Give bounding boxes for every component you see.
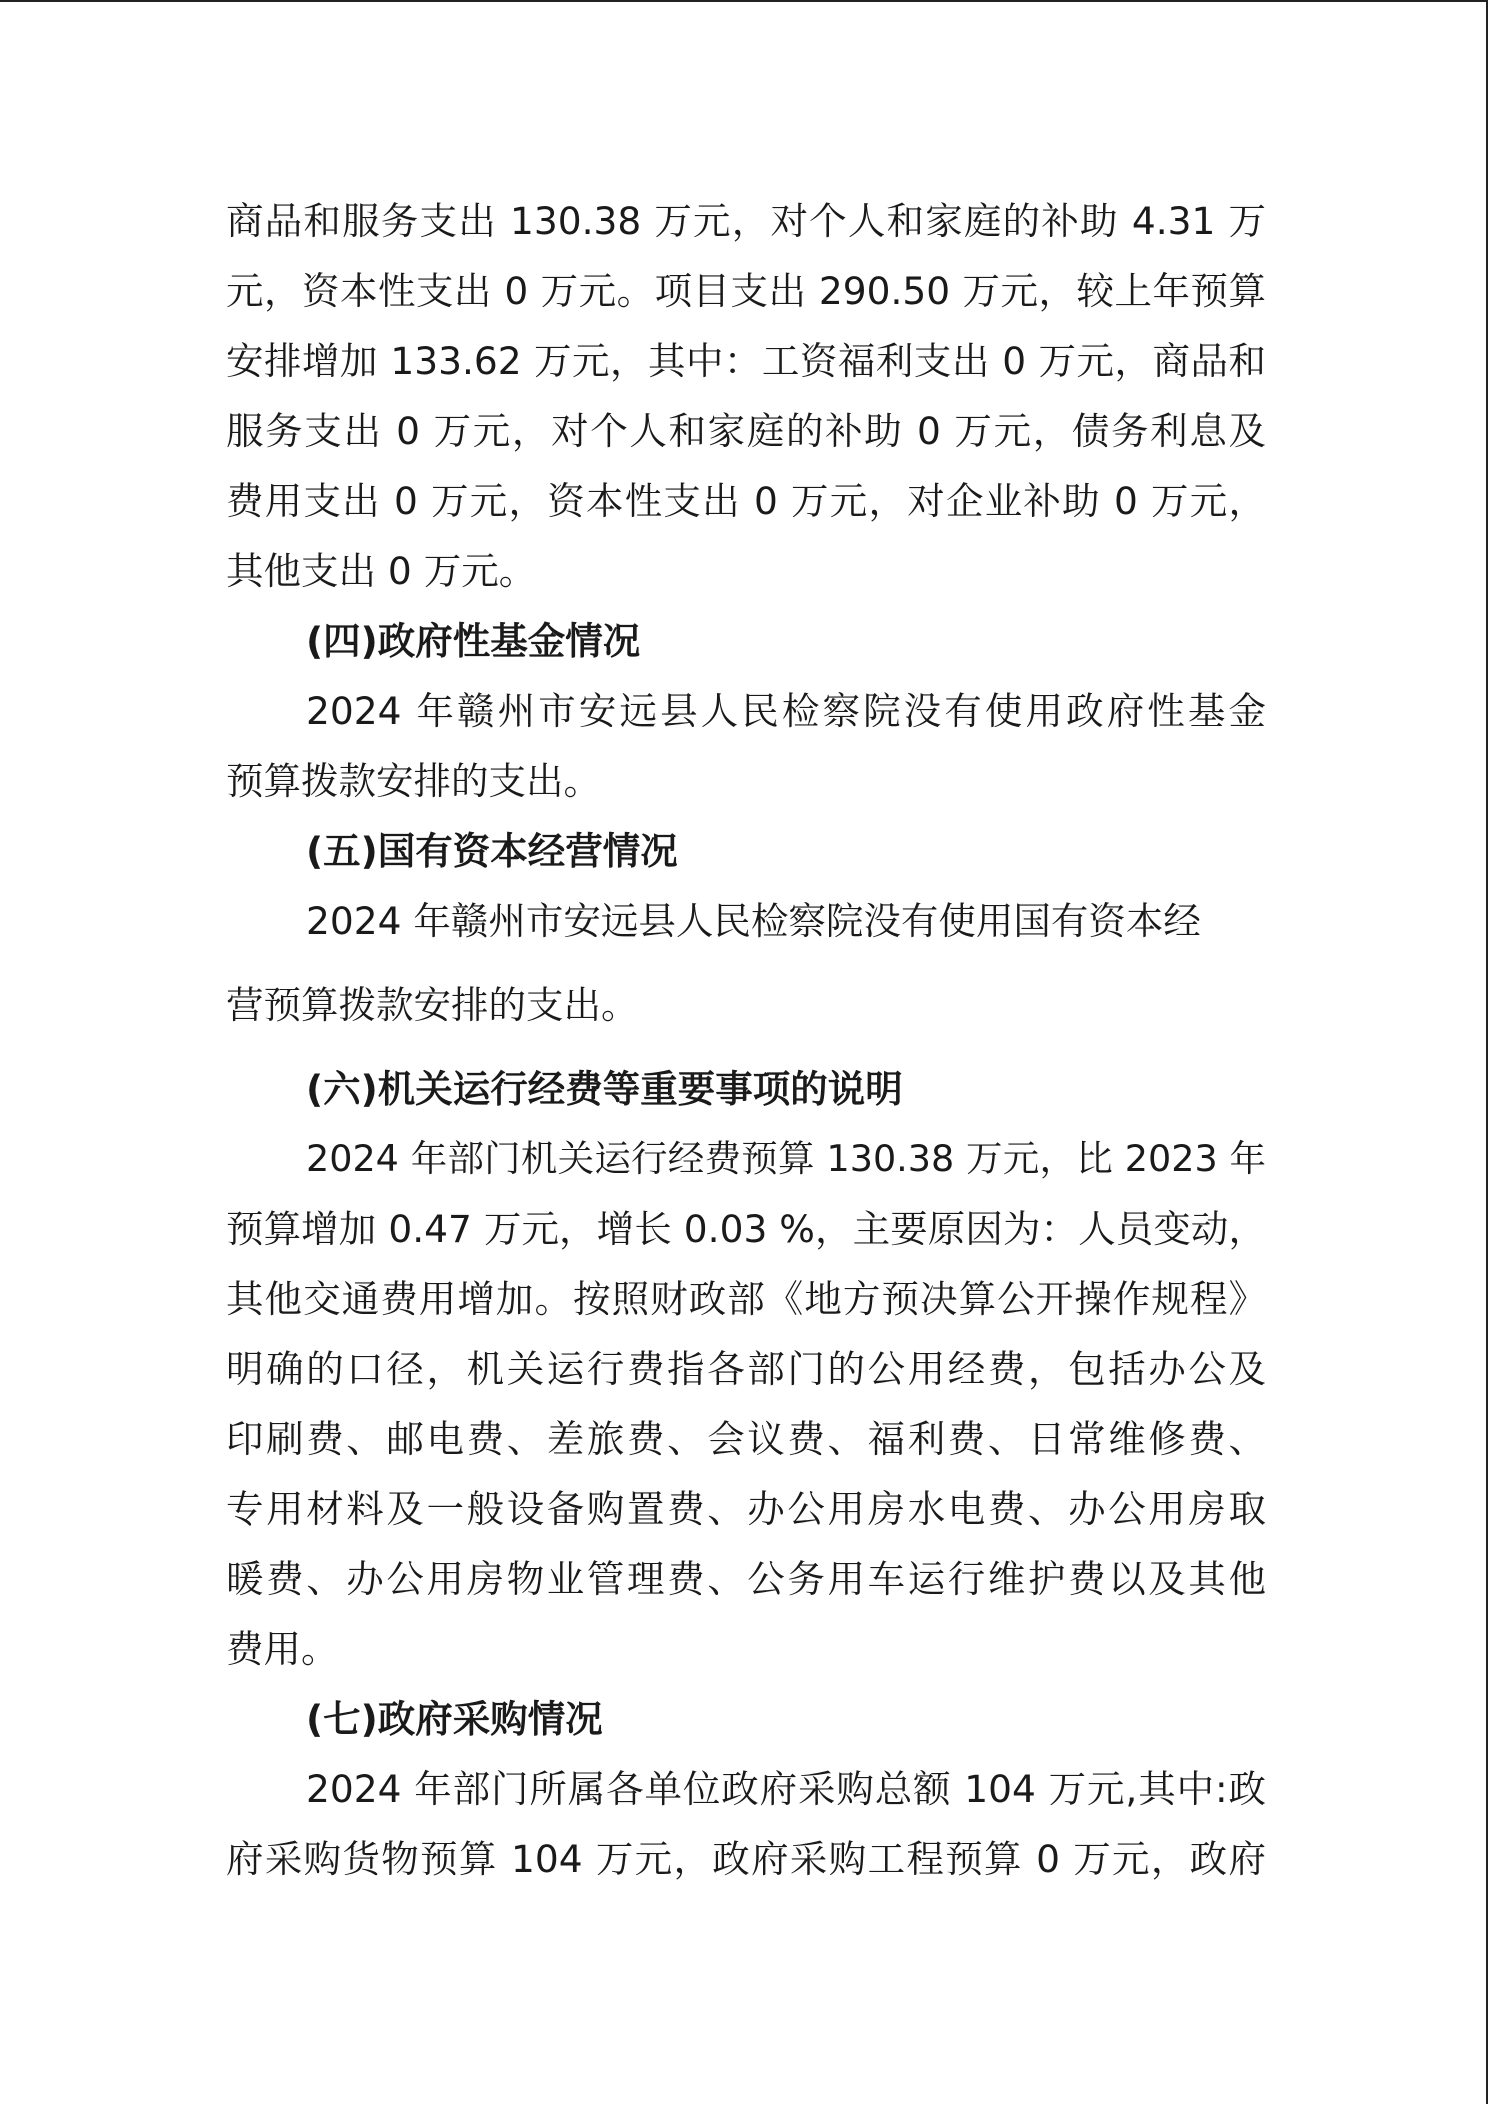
body-text-line: 暖费、办公用房物业管理费、公务用车运行维护费以及其他 bbox=[226, 1557, 1266, 1601]
body-text-line: 印刷费、邮电费、差旅费、会议费、福利费、日常维修费、 bbox=[226, 1417, 1266, 1461]
document-body bbox=[226, 186, 1266, 1894]
body-text-line: 商品和服务支出 130.38 万元，对个人和家庭的补助 4.31 万 bbox=[226, 199, 1266, 243]
body-text-line: 2024 年赣州市安远县人民检察院没有使用国有资本经 bbox=[306, 899, 1201, 943]
body-text-line: 营预算拨款安排的支出。 bbox=[226, 983, 639, 1027]
body-text-line: 2024 年部门机关运行经费预算 130.38 万元，比 2023 年 bbox=[306, 1137, 1266, 1180]
body-text-line: 专用材料及一般设备购置费、办公用房水电费、办公用房取 bbox=[226, 1487, 1266, 1531]
section-heading: (五)国有资本经营情况 bbox=[306, 829, 678, 873]
body-text-line: 费用。 bbox=[226, 1627, 339, 1671]
body-text-line: 元，资本性支出 0 万元。项目支出 290.50 万元，较上年预算 bbox=[226, 269, 1266, 313]
body-text-line: 其他支出 0 万元。 bbox=[226, 549, 537, 593]
section-heading: (七)政府采购情况 bbox=[306, 1697, 603, 1741]
paragraph-spacer bbox=[226, 956, 1266, 970]
paragraph-spacer bbox=[226, 1040, 1266, 1054]
body-text-line: 明确的口径，机关运行费指各部门的公用经费，包括办公及 bbox=[226, 1347, 1266, 1391]
body-text-line: 2024 年部门所属各单位政府采购总额 104 万元,其中:政 bbox=[306, 1767, 1266, 1811]
body-text-line: 预算拨款安排的支出。 bbox=[226, 759, 601, 803]
section-heading: (四)政府性基金情况 bbox=[306, 619, 641, 663]
body-text-line: 府采购货物预算 104 万元，政府采购工程预算 0 万元，政府 bbox=[226, 1837, 1266, 1881]
body-text-line: 预算增加 0.47 万元，增长 0.03 %，主要原因为：人员变动， bbox=[226, 1207, 1266, 1251]
section-heading: (六)机关运行经费等重要事项的说明 bbox=[306, 1067, 903, 1111]
body-text-line: 安排增加 133.62 万元，其中：工资福利支出 0 万元，商品和 bbox=[226, 339, 1266, 383]
body-text-line: 2024 年赣州市安远县人民检察院没有使用政府性基金 bbox=[306, 689, 1266, 733]
page-border-top bbox=[0, 0, 1488, 2]
body-text-line: 服务支出 0 万元，对个人和家庭的补助 0 万元，债务利息及 bbox=[226, 409, 1266, 453]
body-text-line: 费用支出 0 万元，资本性支出 0 万元，对企业补助 0 万元， bbox=[226, 479, 1266, 523]
body-text-line: 其他交通费用增加。按照财政部《地方预决算公开操作规程》 bbox=[226, 1277, 1266, 1321]
